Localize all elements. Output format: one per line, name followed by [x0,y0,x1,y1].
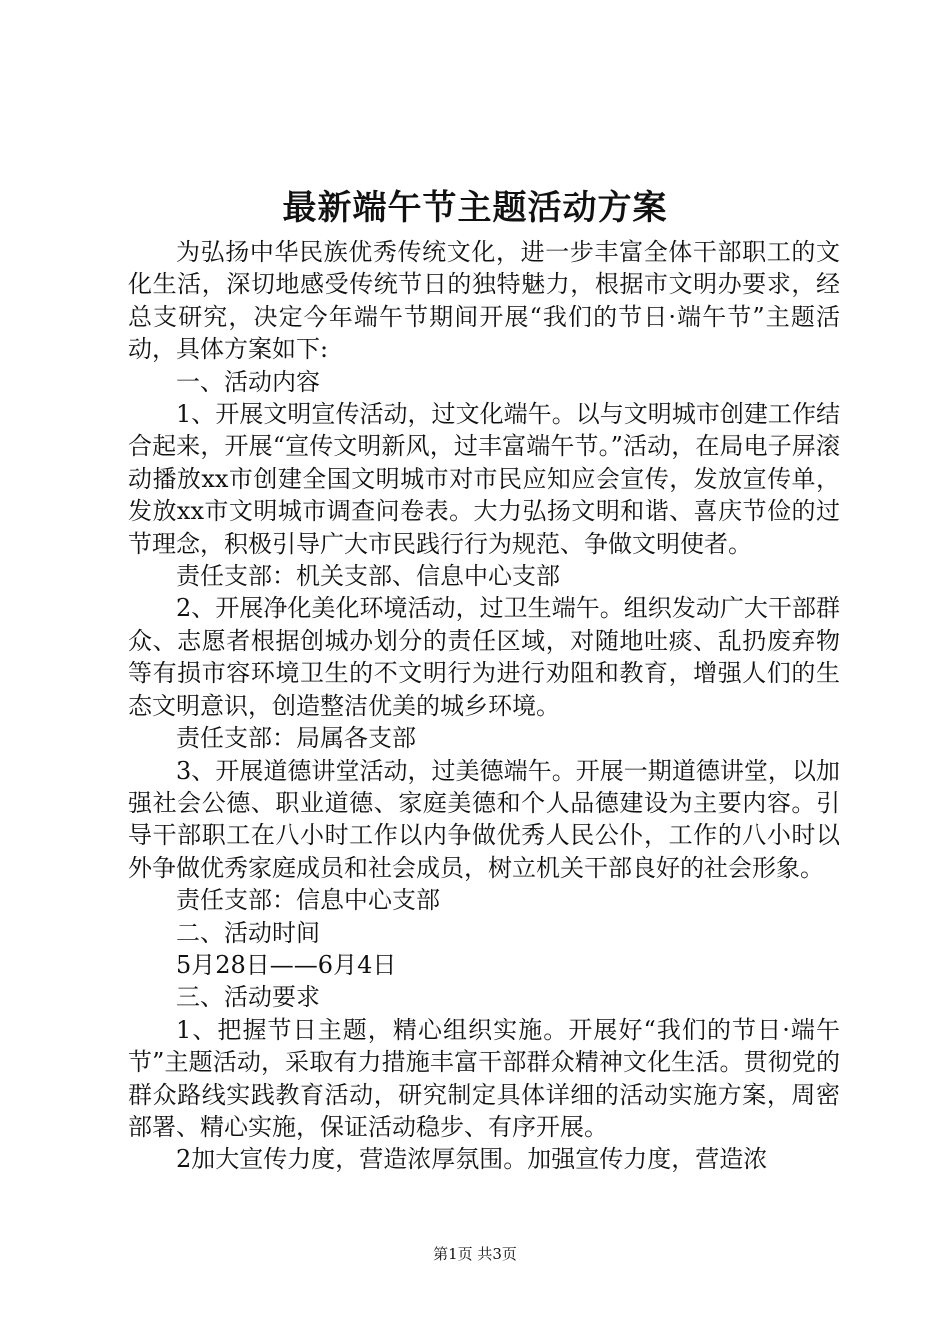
section-heading-requirements: 三、活动要求 [176,983,320,1012]
responsible-branch-2: 责任支部：局属各支部 [176,724,416,753]
section-heading-content: 一、活动内容 [176,367,320,396]
document-title: 最新端午节主题活动方案 [282,188,668,228]
requirement-item-2: 2加大宣传力度，营造浓厚氛围。加强宣传力度，营造浓 [176,1145,768,1174]
activity-item-2: 2、开展净化美化环境活动，过卫生端午。组织发动广大干部群众、志愿者根据创城办划分的责任区域，对随地吐痰、乱扔废弃物等有损市容环境卫生的不文明行为进行劝阻和教育，增强人们的生态文明意识，创造整洁优美的城乡环境。 [128,594,840,720]
section-heading-time: 二、活动时间 [176,918,320,947]
requirement-item-1: 1、把握节日主题，精心组织实施。开展好“我们的节日·端午节”主题活动，采取有力措施丰富干部群众精神文化生活。贯彻党的群众路线实践教育活动，研究制定具体详细的活动实施方案，周密部署、精心实施，保证活动稳步、有序开展。 [128,1015,840,1141]
responsible-branch-1: 责任支部：机关支部、信息中心支部 [176,562,560,591]
page-number-footer: 第1页 共3页 [433,1245,517,1263]
activity-item-3: 3、开展道德讲堂活动，过美德端午。开展一期道德讲堂，以加强社会公德、职业道德、家庭美德和个人品德建设为主要内容。引导干部职工在八小时工作以内争做优秀人民公仆，工作的八小时以外争做优秀家庭成员和社会成员，树立机关干部良好的社会形象。 [128,756,840,882]
activity-item-1: 1、开展文明宣传活动，过文化端午。以与文明城市创建工作结合起来，开展“宣传文明新风，过丰富端午节。”活动，在局电子屏滚动播放xx市创建全国文明城市对市民应知应会宣传，发放宣传单，发放xx市文明城市调查问卷表。大力弘扬文明和谐、喜庆节俭的过节理念，积极引导广大市民践行行为规范、争做文明使者。 [128,400,840,558]
responsible-branch-3: 责任支部：信息中心支部 [176,886,440,915]
activity-date-range: 5月28日——6月4日 [176,950,397,979]
document-body [128,236,840,1176]
intro-paragraph: 为弘扬中华民族优秀传统文化，进一步丰富全体干部职工的文化生活，深切地感受传统节日的独特魅力，根据市文明办要求，经总支研究，决定今年端午节期间开展“我们的节日·端午节”主题活动，具体方案如下: [128,238,840,364]
